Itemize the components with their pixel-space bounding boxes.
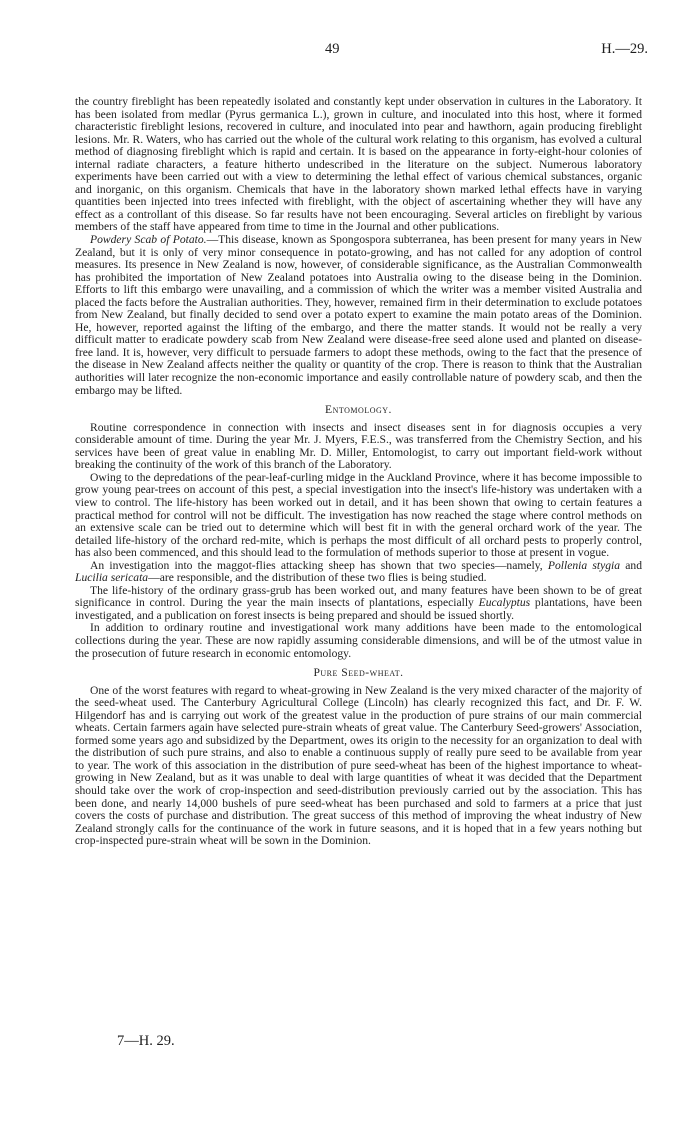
genus-name: Eucalyptus <box>478 596 531 610</box>
entomology-paragraph-5: In addition to ordinary routine and investigational work many additions have been made to the entomological collections during the year. These are now rapidly assuming considerable dimensions, and will be of the utmost value in the prosecution of future research in economic entomology. <box>75 621 642 660</box>
entomology-paragraph-4 <box>75 585 642 623</box>
text-span: An investigation into the maggot-flies attacking sheep has shown that two species—namely, <box>90 558 548 572</box>
document-reference: H.—29. <box>601 41 648 57</box>
entomology-paragraph-1: Routine correspondence in connection with insects and insect diseases sent in for diagnosis occupies a very considerable amount of time. During the year Mr. J. Myers, F.E.S., was transferred from the Chemistry Section, and his services have been of great value in enabling Mr. D. Miller, Entomologist, to carry out important field-work without breaking the continuity of the work of this branch of the Laboratory. <box>75 420 642 472</box>
entomology-heading: Entomology. <box>325 403 392 417</box>
species-name: Pollenia stygia <box>547 558 621 572</box>
powdery-scab-title: Powdery Scab of Potato. <box>90 233 207 247</box>
entomology-paragraph-2: Owing to the depredations of the pear-leaf-curling midge in the Auckland Province, where it has become impossible to grow young pear-trees on account of this pest, a special investigation into the insect's life-history was undertaken with a view to control. The life-history has been worked out in detail, and it has been shown that owing to certain features a practical method for control will not be difficult. The investigation has now reached the stage where control methods on an extensive scale can be tried out to determine which will best fit in with the general orchard work of the year. The detailed life-history of the orchard red-mite, which is perhaps the most difficult of all orchard pests to properly control, has also been commenced, and this should lead to the formulation of methods superior to those at present in vogue. <box>75 470 642 560</box>
powdery-scab-paragraph <box>75 234 642 397</box>
species-name: Lucilia sericata <box>75 571 149 585</box>
text-span: and <box>620 558 642 572</box>
powdery-scab-text: —This disease, known as Spongospora subterranea, has been present for many years in New Zealand, but it is only of very minor consequence in potato-growing, and has not called for any adoption of control measures. Its presence in New Zealand is now, however, of considerable significance, as the Australian Commonwealth has prohibited the importation of New Zealand potatoes into Australia owing to the disease being in the Dominion. Efforts to lift this embargo were unavailing, and a commission of which the writer was a member visited Australia and placed the facts before the Australian authorities. They, however, remained firm in their determination to exclude potatoes from New Zealand, but finally decided to send over a potato expert to examine the main potato areas of the Dominion. He, however, reported against the lifting of the embargo, and there the matter stands. It would not be really a very difficult matter to eradicate powdery scab from New Zealand were disease-free seed alone used and planted on disease-free land. It is, however, very difficult to persuade farmers to adopt these methods, owing to the fact that the presence of the disease in New Zealand affects neither the quality or quantity of the crop. There is reason to think that the Australian authorities will later recognize the non-economic importance and easily controllable nature of powdery scab, and then the embargo may be lifted. <box>75 233 642 397</box>
page-body <box>75 96 642 848</box>
seed-wheat-heading: Pure Seed-wheat. <box>313 666 404 680</box>
entomology-paragraph-3 <box>75 560 642 585</box>
text-span: The life-history of the ordinary grass-grub has been worked out, and many features have been shown to be of great significance in control. During the year the main insects of plantations, especially <box>75 583 642 610</box>
text-span: plantations, have been investigated, and a publication on forest insects is being prepared and should be issued shortly. <box>75 596 642 622</box>
page-header <box>0 41 700 65</box>
footer-signature: 7—H. 29. <box>117 1033 175 1049</box>
page-number: 49 <box>325 41 340 57</box>
seed-wheat-paragraph: One of the worst features with regard to wheat-growing in New Zealand is the very mixed character of the majority of the seed-wheat used. The Canterbury Agricultural College (Lincoln) has clearly recognized this fact, and Dr. F. W. Hilgendorf has and is carrying out work of the greatest value in the production of pure strains of our main commercial wheats. Certain farmers again have selected pure-strain wheats of great value. The Canterbury Seed-growers' Association, formed some years ago and subsidized by the Department, owes its origin to the necessity for an organization to deal with the distribution of such pure strains, and also to enable a continuous supply of really pure seed to be available from year to year. The work of this association in the distribution of pure seed-wheat has been of the highest importance to wheat-growing in New Zealand, but as it was unable to deal with large quantities of wheat it was decided that the Department should take over the work of crop-inspection and seed-distribution previously carried out by the association. This has been done, and nearly 14,000 bushels of pure seed-wheat has been purchased and sold to farmers at a price that just covers the costs of purchase and distribution. The great success of this method of improving the wheat industry of New Zealand strongly calls for the continuance of the work in future seasons, and it is hoped that in a few years nothing but crop-inspected pure-strain wheat will be sown in the Dominion. <box>75 683 642 848</box>
text-span: —are responsible, and the distribution of these two flies is being studied. <box>148 571 487 585</box>
fireblight-paragraph: the country fireblight has been repeatedly isolated and constantly kept under observation in cultures in the Laboratory. It has been isolated from medlar (Pyrus germanica L.), grown in culture, and inoculated into this host, where it formed characteristic fireblight lesions, recovered in culture, and inoculated into pear and hawthorn, again producing fireblight lesions. Mr. R. Waters, who has carried out the whole of the cultural work relating to this organism, has evolved a cultural method of diagnosing fireblight which is rapid and certain. It is based on the appearance in forty-eight-hour colonies of internal radiate characters, a feature hitherto undescribed in the literature on the subject. Numerous laboratory experiments have been carried out with a view to determining the lethal effect of various chemical substances, organic and inorganic, on this organism. Chemicals that have in the laboratory shown marked lethal effects have in varying quantities been injected into trees infected with fireblight, with the object of ascertaining whether they will have any effect as a controllant of this disease. So far results have not been encouraging. Several articles on fireblight by various members of the staff have appeared from time to time in the Journal and other publications. <box>75 95 642 234</box>
